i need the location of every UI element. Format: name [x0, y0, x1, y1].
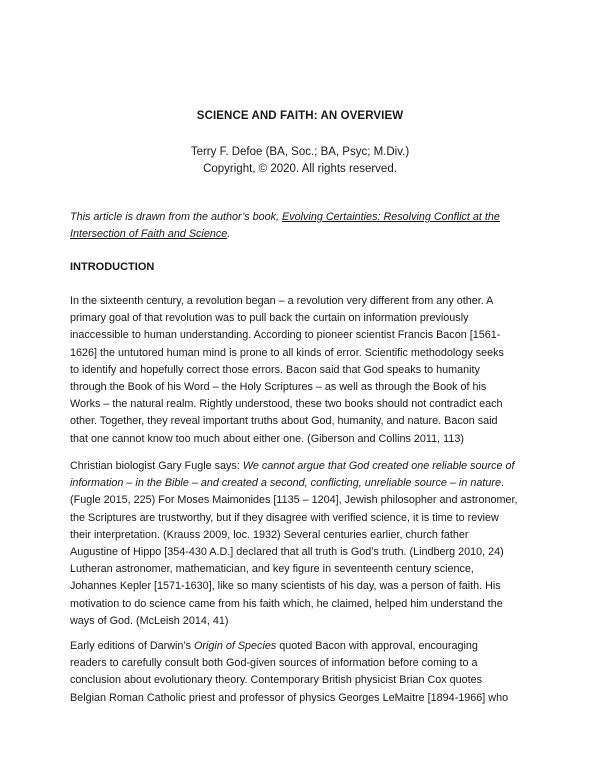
copyright-line: Copyright, © 2020. All rights reserved.	[203, 163, 397, 175]
paragraph-2-line: motivation to do science came from his faith which, he claimed, helped him understand the	[70, 597, 503, 610]
paragraph-3-line: Belgian Roman Catholic priest and professor of physics Georges LeMaitre [1894-1966] who	[70, 691, 509, 704]
source-note	[70, 209, 540, 243]
paragraph-2-line: Johannes Kepler [1571-1630], like so many scientists of his day, was a person of faith. His	[70, 580, 501, 593]
paragraph-2-line: Lutheran astronomer, mathematician, and key figure in seventeenth century science,	[70, 563, 474, 576]
paragraph-2-line	[70, 458, 540, 475]
paragraph-2-line: (Fugle 2015, 225) For Moses Maimonides [1135 – 1204], Jewish philosopher and astronomer,	[70, 494, 518, 507]
paragraph-3	[70, 638, 540, 707]
paragraph-1-line: other. Together, they reveal important truths about God, humanity, and nature. Bacon said	[70, 415, 498, 428]
paragraph-2	[70, 458, 540, 630]
paragraph-1-line: 1626] the untutored human mind is prone to all kinds of error. Scientific methodology seeks	[70, 346, 504, 359]
paragraph-1-line: to identify and hopefully correct those errors. Bacon said that God speaks to humanity	[70, 363, 480, 376]
section-heading-introduction: INTRODUCTION	[70, 261, 155, 273]
paragraph-2-line: Augustine of Hippo [354-430 A.D.] declared that all truth is God’s truth. (Lindberg 2010, 24)	[70, 546, 504, 559]
paragraph-1-line: primary goal of that revolution was to pull back the curtain on information previously	[70, 312, 469, 325]
paragraph-2-lead: Christian biologist Gary Fugle says:	[70, 460, 243, 472]
paragraph-2-line: the Scriptures are trustworthy, but if they disagree with verified science, it is time to review	[70, 511, 499, 524]
fugle-quote-part1: We cannot argue that God created one reliable source of	[242, 460, 515, 472]
author-line: Terry F. Defoe (BA, Soc.; BA, Psyc; M.Div.)	[190, 146, 410, 158]
paragraph-1-line: that one cannot know too much about either one. (Giberson and Collins 2011, 113)	[70, 432, 464, 445]
paragraph-2-line: their interpretation. (Krauss 2009, loc. 1932) Several centuries earlier, church father	[70, 528, 469, 541]
source-note-prefix: This article is drawn from the author’s book,	[70, 211, 283, 223]
paragraph-1-line: inaccessible to human understanding. According to pioneer scientist Francis Bacon [1561-	[70, 329, 501, 342]
paragraph-2-line	[70, 475, 540, 492]
author-block	[0, 144, 600, 178]
source-note-line2	[70, 226, 540, 243]
document-title: SCIENCE AND FAITH: AN OVERVIEW	[196, 110, 404, 122]
paragraph-1-line: In the sixteenth century, a revolution began – a revolution very different from any other. A	[70, 295, 494, 307]
paragraph-1-line: through the Book of his Word – the Holy Scriptures – as well as through the Book of his	[70, 381, 487, 394]
paragraph-3-line	[70, 638, 540, 655]
fugle-quote-end: .	[500, 477, 504, 490]
book-title-line1: Evolving Certainties: Resolving Conflict at the	[282, 211, 500, 223]
paragraph-1	[70, 293, 540, 448]
paragraph-1-line: Works – the natural realm. Rightly understood, these two books should not contradict each	[70, 398, 503, 411]
paragraph-3-lead: Early editions of Darwin’s	[70, 640, 195, 652]
paragraph-3-line: readers to carefully consult both God-given sources of information before coming to a	[70, 657, 478, 670]
paragraph-2-line: ways of God. (McLeish 2014, 41)	[70, 614, 229, 627]
paragraph-3-lead-end: quoted Bacon with approval, encouraging	[276, 640, 478, 652]
paragraph-3-line: conclusion about evolutionary theory. Contemporary British physicist Brian Cox quotes	[70, 674, 483, 687]
source-note-line1	[70, 209, 540, 226]
book-title-line2: Intersection of Faith and Science	[70, 228, 228, 240]
origin-of-species-title: Origin of Species	[194, 640, 277, 652]
source-note-suffix: .	[227, 228, 231, 240]
fugle-quote-part2: information – in the Bible – and created a second, conflicting, unreliable source – in nature	[70, 477, 501, 490]
